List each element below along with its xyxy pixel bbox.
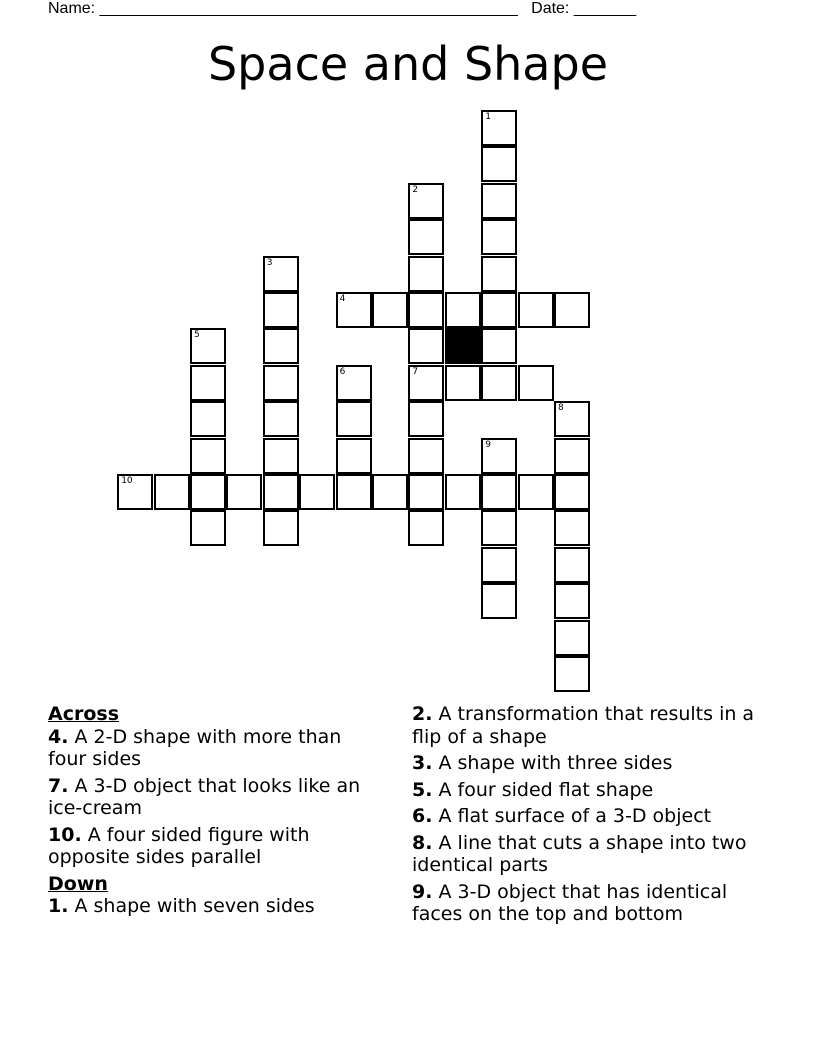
clue-text: A line that cuts a shape into two identical parts <box>412 831 747 876</box>
down-clue-list-right <box>412 703 757 926</box>
grid-cell[interactable] <box>190 438 226 474</box>
cell-number: 5 <box>194 330 200 341</box>
grid-cell[interactable] <box>481 256 517 292</box>
clue-item <box>412 832 757 877</box>
grid-cell[interactable] <box>554 401 590 437</box>
grid-cell[interactable] <box>481 328 517 364</box>
grid-cell[interactable] <box>481 146 517 182</box>
grid-cell[interactable] <box>336 438 372 474</box>
grid-cell[interactable] <box>554 583 590 619</box>
clue-text: A 2-D shape with more than four sides <box>48 725 342 770</box>
clue-number: 1. <box>48 895 69 917</box>
clue-number: 2. <box>412 703 433 725</box>
grid-cell[interactable] <box>481 292 517 328</box>
cell-number: 6 <box>339 366 346 377</box>
grid-cell[interactable] <box>190 510 226 546</box>
grid-cell[interactable] <box>408 328 444 364</box>
grid-cell[interactable] <box>408 401 444 437</box>
cell-number: 10 <box>121 476 133 486</box>
grid-cell[interactable] <box>190 365 226 401</box>
cell-number: 8 <box>558 403 564 414</box>
cell-number: 2 <box>412 184 419 195</box>
clue-number: 9. <box>412 880 433 903</box>
clues-right-column <box>412 703 757 930</box>
black-cell <box>445 328 481 364</box>
grid-cell[interactable] <box>372 474 408 510</box>
grid-cell[interactable] <box>481 474 517 510</box>
down-clue-list-left <box>48 895 378 918</box>
grid-cell[interactable] <box>263 401 299 437</box>
grid-cell[interactable] <box>336 292 372 328</box>
grid-cell[interactable] <box>554 547 590 583</box>
grid-cell[interactable] <box>263 365 299 401</box>
cell-number: 4 <box>339 294 346 304</box>
clue-number: 6. <box>412 805 433 827</box>
grid-cell[interactable] <box>408 292 444 328</box>
clue-item <box>412 752 757 775</box>
grid-cell[interactable] <box>263 510 299 546</box>
clue-item <box>412 703 757 748</box>
grid-cell[interactable] <box>190 401 226 437</box>
grid-cell[interactable] <box>481 183 517 219</box>
grid-cell[interactable] <box>336 365 372 401</box>
grid-cell[interactable] <box>554 438 590 474</box>
clue-item <box>48 895 378 918</box>
grid-cell[interactable] <box>372 292 408 328</box>
grid-cell[interactable] <box>408 438 444 474</box>
clue-number: 8. <box>412 831 433 854</box>
grid-cell[interactable] <box>481 110 517 146</box>
grid-cell[interactable] <box>408 183 444 219</box>
clue-item <box>48 726 378 771</box>
clue-item <box>412 881 757 926</box>
clue-text: A 3-D object that looks like an ice-cream <box>48 774 361 819</box>
grid-cell[interactable] <box>518 365 554 401</box>
grid-cell[interactable] <box>117 474 153 510</box>
across-clue-list <box>48 726 378 869</box>
clue-item <box>412 779 757 802</box>
grid-cell[interactable] <box>481 510 517 546</box>
grid-cell[interactable] <box>299 474 335 510</box>
grid-cell[interactable] <box>445 292 481 328</box>
clues-left-column <box>48 703 378 922</box>
clue-number: 3. <box>412 752 433 774</box>
cell-number: 7 <box>412 366 419 377</box>
clue-number: 4. <box>48 725 69 748</box>
cell-number: 1 <box>485 112 491 122</box>
grid-cell[interactable] <box>445 474 481 510</box>
grid-cell[interactable] <box>263 474 299 510</box>
clue-text: A flat surface of a 3-D object <box>438 805 712 827</box>
grid-cell[interactable] <box>554 510 590 546</box>
page-title: Space and Shape <box>207 37 608 91</box>
clue-number: 5. <box>412 778 433 801</box>
clue-text: A four sided figure with opposite sides parallel <box>48 823 310 868</box>
grid-cell[interactable] <box>481 365 517 401</box>
clue-item <box>48 775 378 820</box>
clue-text: A transformation that results in a flip of a shape <box>412 703 755 748</box>
grid-cell[interactable] <box>554 292 590 328</box>
grid-cell[interactable] <box>445 365 481 401</box>
grid-cell[interactable] <box>481 583 517 619</box>
grid-cell[interactable] <box>408 510 444 546</box>
grid-cell[interactable] <box>408 365 444 401</box>
grid-cell[interactable] <box>554 474 590 510</box>
grid-cell[interactable] <box>554 656 590 692</box>
grid-cell[interactable] <box>518 292 554 328</box>
grid-cell[interactable] <box>263 256 299 292</box>
grid-cell[interactable] <box>554 620 590 656</box>
cell-number: 3 <box>266 257 273 268</box>
grid-cell[interactable] <box>226 474 262 510</box>
clue-text: A shape with seven sides <box>74 895 315 917</box>
grid-cell[interactable] <box>408 219 444 255</box>
grid-cell[interactable] <box>336 474 372 510</box>
grid-cell[interactable] <box>408 474 444 510</box>
grid-cell[interactable] <box>263 438 299 474</box>
grid-cell[interactable] <box>481 219 517 255</box>
clue-item <box>412 805 757 828</box>
clue-item <box>48 824 378 869</box>
clue-text: A four sided flat shape <box>438 778 654 801</box>
name-date-line: Name: _______________________________________________ Date: _______ <box>48 0 637 17</box>
grid-cell[interactable] <box>190 328 226 364</box>
grid-cell[interactable] <box>190 474 226 510</box>
grid-cell[interactable] <box>481 438 517 474</box>
down-heading: Down <box>48 872 108 895</box>
across-heading: Across <box>48 703 120 725</box>
grid-cell[interactable] <box>481 547 517 583</box>
grid-cell[interactable] <box>263 328 299 364</box>
clue-number: 10. <box>48 823 82 846</box>
clue-text: A shape with three sides <box>438 752 673 774</box>
grid-cell[interactable] <box>263 292 299 328</box>
clue-number: 7. <box>48 774 69 797</box>
grid-cell[interactable] <box>518 474 554 510</box>
clue-text: A 3-D object that has identical faces on the top and bottom <box>412 880 728 925</box>
cell-number: 9 <box>485 439 491 450</box>
grid-cell[interactable] <box>336 401 372 437</box>
grid-cell[interactable] <box>154 474 190 510</box>
grid-cell[interactable] <box>408 256 444 292</box>
